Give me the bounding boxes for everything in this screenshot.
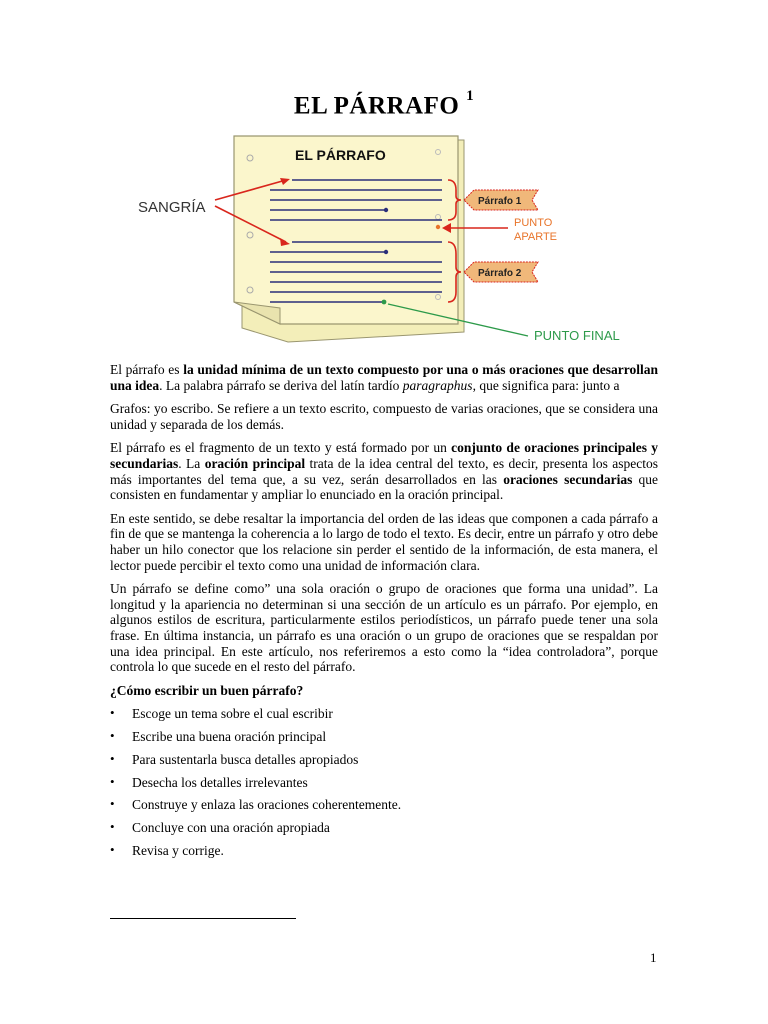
paragraph-1 [110, 362, 658, 393]
steps-list [110, 706, 658, 858]
paper-sheet [234, 136, 458, 324]
list-item [110, 797, 658, 813]
p3-bold-b: oración principal [204, 455, 306, 471]
bullet-icon: • [110, 841, 115, 857]
list-item [110, 775, 658, 791]
label-punto-aparte-1: PUNTO [514, 217, 553, 229]
list-item [110, 752, 658, 768]
p1-text-e: , que significa para: junto a [472, 377, 620, 393]
p3-text-c: . La [178, 455, 205, 471]
bullet-icon: • [110, 773, 115, 789]
p3-text-g: que consisten en fundamentar y ampliar lo enunciado en la oración principal. [110, 471, 658, 503]
page-number: 1 [650, 950, 657, 965]
paragraph-5: Un párrafo se define como” una sola oración o grupo de oraciones que forma una unidad”. La longitud y la apariencia no determinan si una sección de un artículo es un párrafo. Por ejemplo, en algunos estilos de escritura, particularmente estilos periodísticos, un párrafo puede tener una sola frase. En última instancia, un párrafo es una oración o un grupo de oraciones que se respaldan por una idea principal. En este artículo, nos referiremos a esto como la “idea controladora”, porque controla lo que sucede en el resto del párrafo. [110, 581, 658, 675]
label-punto-final: PUNTO FINAL [534, 328, 620, 343]
p3-text-a: El párrafo es el fragmento de un texto y está formado por un [110, 440, 452, 456]
list-item-text: Escoge un tema sobre el cual escribir [132, 706, 333, 722]
title-footnote-mark: 1 [466, 88, 475, 104]
label-sangria: SANGRÍA [138, 199, 206, 216]
footnote-separator [110, 918, 296, 919]
list-item-text: Concluye con una oración apropiada [132, 820, 330, 836]
figure-heading: EL PÁRRAFO [295, 147, 386, 163]
list-item-text: Revisa y corrige. [132, 842, 224, 858]
list-item [110, 706, 658, 722]
label-parrafo-2: Párrafo 2 [478, 268, 522, 279]
punto-final-dot [382, 300, 387, 305]
p1-latin-term: paragraphus [402, 377, 473, 393]
paragraph-3 [110, 440, 658, 502]
list-item-text: Desecha los detalles irrelevantes [132, 774, 308, 790]
list-item [110, 843, 658, 859]
list-item [110, 820, 658, 836]
list-item-text: Para sustentarla busca detalles apropiados [132, 751, 359, 767]
paragraph-4: En este sentido, se debe resaltar la importancia del orden de las ideas que componen a cada párrafo a fin de que se mantenga la coherencia a lo largo de todo el texto. Es decir, entre un párrafo y otro debe haber un hilo conector que los relacione sin perder el sentido de la información, de esta manera, el lector puede percibir el texto como una unidad de información clara. [110, 510, 658, 573]
list-item-text: Construye y enlaza las oraciones coherentemente. [132, 797, 402, 813]
punto-seguido-dot [384, 208, 388, 212]
bullet-icon: • [110, 796, 115, 812]
section-heading: ¿Cómo escribir un buen párrafo? [110, 682, 304, 698]
paragraph-2: Grafos: yo escribo. Se refiere a un texto escrito, compuesto de varias oraciones, que se considera una unidad y separada de los demás. [110, 401, 658, 432]
paragraph-diagram [130, 132, 642, 354]
bullet-icon: • [110, 819, 115, 835]
p3-bold-c: oraciones secundarias [503, 471, 633, 487]
list-item [110, 729, 658, 745]
bullet-icon: • [110, 750, 115, 766]
punto-aparte-dot [436, 225, 440, 229]
bullet-icon: • [110, 705, 115, 721]
label-punto-aparte-2: APARTE [514, 231, 557, 243]
p3-text-e: trata de la idea central del texto, es decir, presenta los aspectos más importantes del tema que, a su vez, serán desarrollados en las [110, 455, 658, 487]
p3-bold-a: conjunto de oraciones principales y secundarias [110, 440, 658, 471]
p1-text-c: . La palabra párrafo se deriva del latín tardío [159, 377, 403, 393]
bullet-icon: • [110, 728, 115, 744]
p1-bold-definition: la unidad mínima de un texto compuesto por una o más oraciones que desarrollan una idea [110, 362, 658, 393]
list-item-text: Escribe una buena oración principal [132, 729, 327, 745]
p1-text-a: El párrafo es [110, 362, 184, 377]
page-title [0, 88, 768, 120]
title-text: EL PÁRRAFO [293, 92, 460, 120]
punto-seguido-dot [384, 250, 388, 254]
body-text [110, 362, 658, 866]
label-parrafo-1: Párrafo 1 [478, 196, 522, 207]
